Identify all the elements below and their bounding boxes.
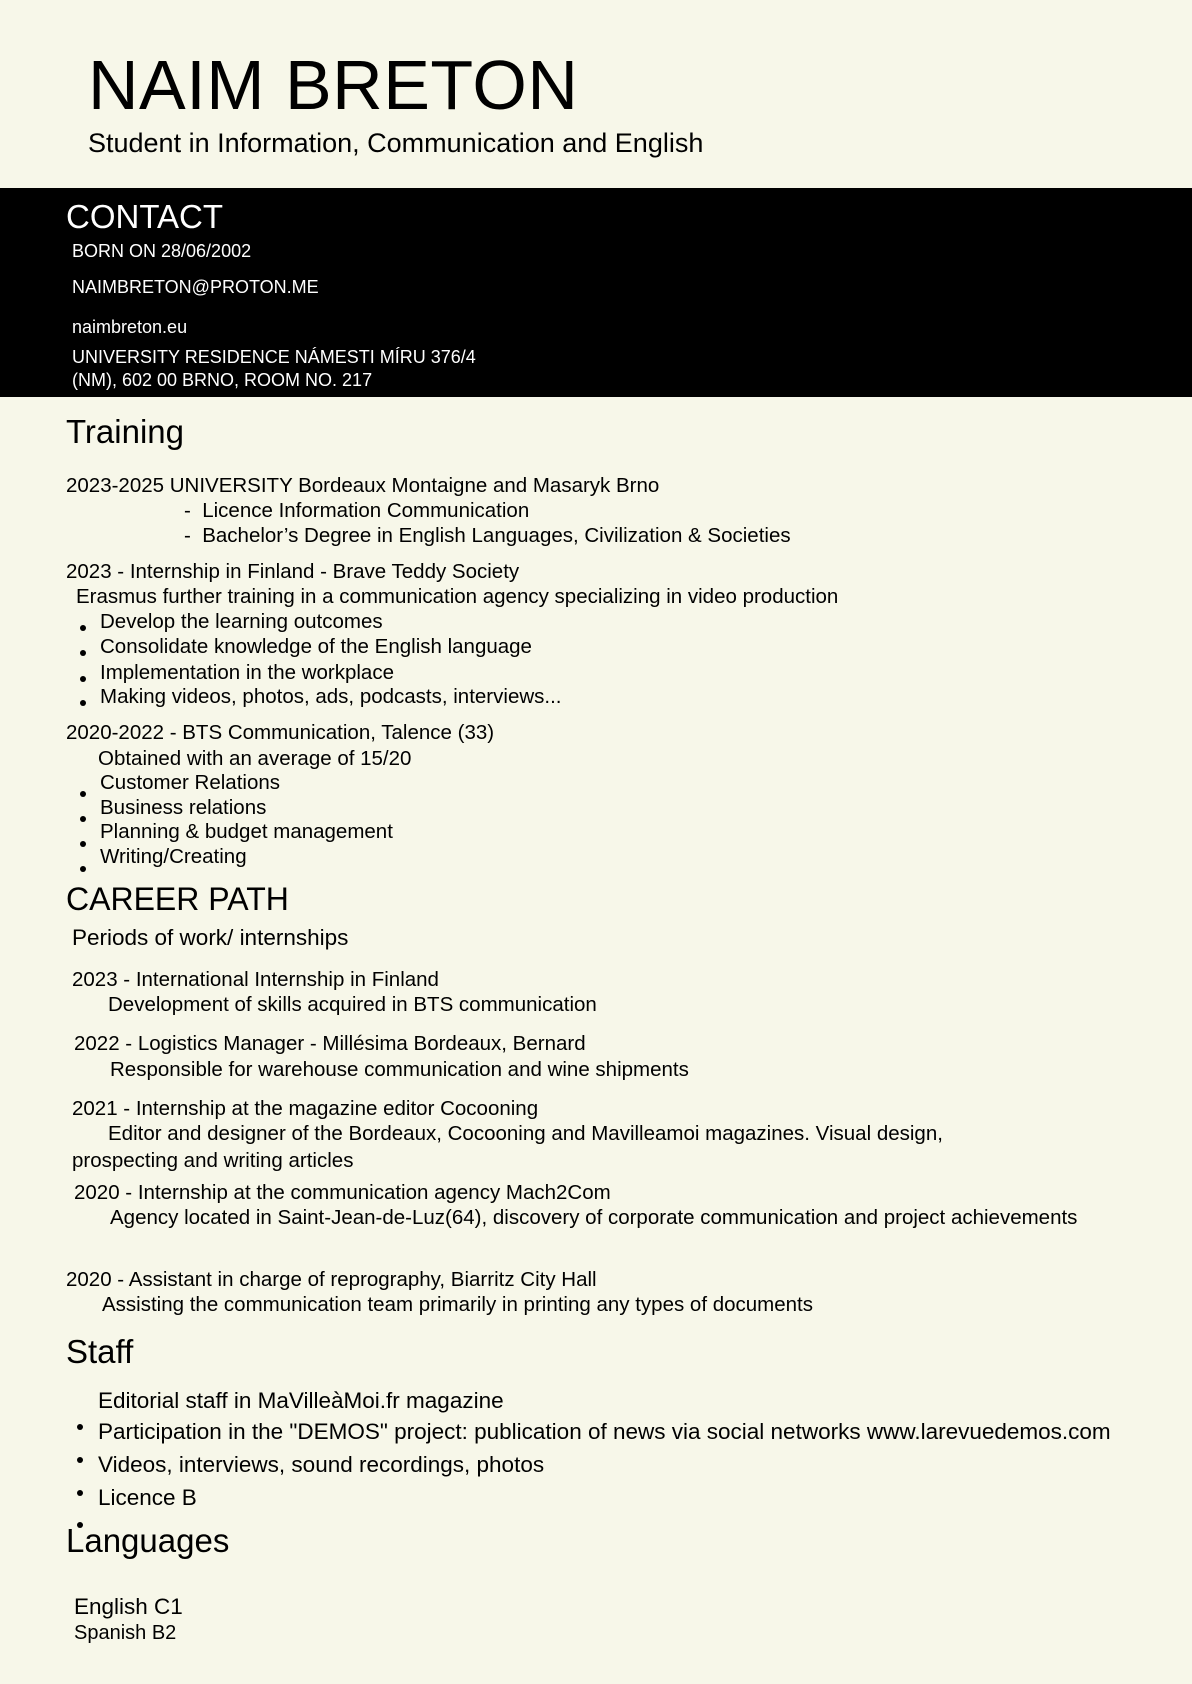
training-bts-title: 2020-2022 - BTS Communication, Talence (33) — [66, 721, 495, 744]
contact-birth: BORN ON 28/06/2002 — [72, 241, 252, 261]
training-university-title: 2023-2025 UNIVERSITY Bordeaux Montaigne and Masaryk Brno — [66, 474, 660, 497]
career-entry-title: 2022 - Logistics Manager - Millésima Bordeaux, Bernard — [74, 1032, 586, 1055]
training-internship-bullet: Consolidate knowledge of the English language — [100, 635, 532, 658]
career-entry-description: Responsible for warehouse communication and wine shipments — [110, 1058, 689, 1081]
training-university-item-label: Bachelor’s Degree in English Languages, Civilization & Societies — [202, 524, 791, 547]
training-bts-bullet: Customer Relations — [100, 771, 281, 794]
language-item: Spanish B2 — [74, 1622, 177, 1644]
staff-bullet: Videos, interviews, sound recordings, photos — [98, 1452, 545, 1477]
training-bts-bullet: Planning & budget management — [100, 820, 393, 843]
training-internship-title: 2023 - Internship in Finland - Brave Teddy Society — [66, 560, 520, 583]
bullet-icon — [77, 1457, 83, 1463]
bullet-icon — [80, 700, 86, 706]
career-entry-description: Editor and designer of the Bordeaux, Cocooning and Mavilleamoi magazines. Visual design, — [108, 1122, 943, 1145]
contact-heading: CONTACT — [66, 198, 224, 235]
language-item: English C1 — [74, 1594, 183, 1619]
bullet-icon — [80, 816, 86, 822]
career-heading: CAREER PATH — [66, 881, 289, 917]
bullet-icon — [77, 1490, 83, 1496]
training-internship-description: Erasmus further training in a communication agency specializing in video production — [76, 585, 839, 608]
career-entry-title: 2021 - Internship at the magazine editor Cocooning — [72, 1097, 539, 1120]
staff-intro: Editorial staff in MaVilleàMoi.fr magazine — [98, 1388, 504, 1413]
staff-heading: Staff — [66, 1333, 134, 1370]
contact-address-line-1: UNIVERSITY RESIDENCE NÁMESTI MÍRU 376/4 — [72, 347, 476, 367]
bullet-icon — [80, 650, 86, 656]
training-internship-bullet: Making videos, photos, ads, podcasts, interviews... — [100, 685, 562, 708]
candidate-name: NAIM BRETON — [88, 46, 579, 124]
staff-bullet: Participation in the "DEMOS" project: publication of news via social networks www.larevuedemos.com — [98, 1419, 1111, 1444]
career-entry-title: 2023 - International Internship in Finland — [72, 968, 439, 991]
training-university-item-label: Licence Information Communication — [202, 499, 530, 522]
bullet-icon — [80, 791, 86, 797]
career-entry-title: 2020 - Assistant in charge of reprography, Biarritz City Hall — [66, 1268, 597, 1291]
bullet-icon — [80, 676, 86, 682]
training-heading: Training — [66, 413, 184, 450]
training-bts-bullet: Writing/Creating — [100, 845, 247, 868]
contact-email[interactable]: NAIMBRETON@PROTON.ME — [72, 277, 319, 297]
career-subheading: Periods of work/ internships — [72, 925, 349, 950]
bullet-icon — [80, 841, 86, 847]
career-entry-description: Assisting the communication team primarily in printing any types of documents — [102, 1293, 813, 1316]
bullet-icon — [80, 625, 86, 631]
career-entry-title: 2020 - Internship at the communication agency Mach2Com — [74, 1181, 611, 1204]
training-university-item: - Bachelor’s Degree in English Languages, Civilization & Societies — [184, 524, 791, 547]
candidate-subtitle: Student in Information, Communication and English — [88, 128, 704, 158]
bullet-icon — [80, 866, 86, 872]
career-entry-description: Agency located in Saint-Jean-de-Luz(64), discovery of corporate communication and project achievements — [110, 1206, 1078, 1229]
languages-heading: Languages — [66, 1522, 230, 1559]
training-bts-bullet: Business relations — [100, 796, 267, 819]
staff-bullet: Licence B — [98, 1485, 197, 1510]
career-entry-description: Development of skills acquired in BTS communication — [108, 993, 597, 1016]
training-internship-bullet: Develop the learning outcomes — [100, 610, 383, 633]
training-bts-description: Obtained with an average of 15/20 — [98, 747, 412, 770]
training-internship-bullet: Implementation in the workplace — [100, 661, 394, 684]
training-university-item: - Licence Information Communication — [184, 499, 530, 522]
bullet-icon — [77, 1424, 83, 1430]
contact-address-line-2: (NM), 602 00 BRNO, ROOM NO. 217 — [72, 370, 373, 390]
contact-website[interactable]: naimbreton.eu — [72, 317, 188, 337]
career-entry-description-cont: prospecting and writing articles — [72, 1149, 354, 1172]
